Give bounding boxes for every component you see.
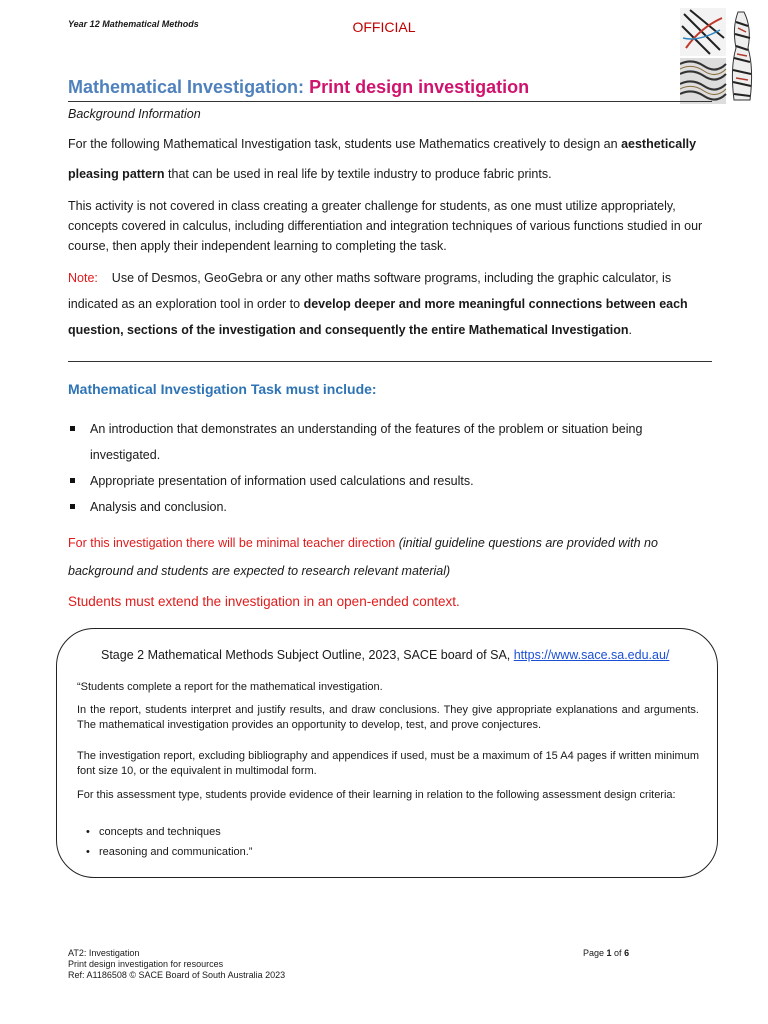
note-text: Use of Desmos, GeoGebra or any other maths software programs, including the graphic calculator, is indicated as an exploration tool in order to [68,271,672,311]
quote-paragraph-3: The investigation report, excluding bibliography and appendices if used, must be a maximum of 15 A4 pages if written minimum font size 10, or the equivalent in multimodal form. [77,750,699,777]
p1-text-b: that can be used in real life by textile industry to produce fabric prints. [164,167,552,181]
background-heading: Background Information [68,107,201,121]
minimal-red: For this investigation there will be minimal teacher direction [68,536,396,550]
list-item: • reasoning and communication.” [77,842,252,862]
box-source-text: Stage 2 Mathematical Methods Subject Outline, 2023, SACE board of SA, [101,648,514,662]
background-paragraph-2: This activity is not covered in class creating a greater challenge for students, as one must utilize appropriately, concepts covered in calculus, including differentiation and integration techniques of various functions studied in our course, then apply their independent learning to completing the task. [68,199,703,253]
task-list [68,416,708,520]
fabric-print-pattern-icon [680,8,760,104]
list-item: Appropriate presentation of information used calculations and results. [68,468,708,494]
footer-line-3: Ref: A1186508 © SACE Board of South Australia 2023 [68,970,286,980]
note-label: Note: [68,271,98,285]
page-current: 1 [606,948,612,958]
classification-label: OFFICIAL [352,19,416,35]
background-paragraph-1 [68,129,718,189]
task-heading: Mathematical Investigation Task must include: [68,381,377,397]
sace-link[interactable]: https://www.sace.sa.edu.au/ [513,648,670,662]
quote-paragraph-4: For this assessment type, students provide evidence of their learning in relation to the following assessment design criteria: [77,789,676,801]
footer-line-2: Print design investigation for resources [68,959,224,969]
note-bold: develop deeper and more meaningful connections between each question, sections of the investigation and consequently the entire Mathematical Investigation [68,297,688,337]
quote-paragraph-2: In the report, students interpret and justify results, and draw conclusions. They give appropriate explanations and arguments. The mathematical investigation provides an opportunity to develop, test, and prove conjectures. [77,704,699,731]
page-total: 6 [624,948,630,958]
subject-outline-box [56,628,718,878]
extend-note: Students must extend the investigation in an open-ended context. [68,594,460,609]
note-paragraph [68,265,718,343]
title-part-1: Mathematical Investigation: [68,77,305,97]
footer-line-1: AT2: Investigation [68,948,140,958]
list-item: Analysis and conclusion. [68,494,708,520]
box-source [101,648,669,662]
note-end: . [628,323,632,337]
list-item: An introduction that demonstrates an understanding of the features of the problem or situation being investigated. [68,416,708,468]
list-item: • concepts and techniques [77,822,252,842]
title-underline [68,101,712,102]
header-course: Year 12 Mathematical Methods [68,19,199,29]
title-part-2: Print design investigation [309,77,530,97]
p1-text-a: For the following Mathematical Investigation task, students use Mathematics creatively to design an [68,137,622,151]
quote-paragraph-1: “Students complete a report for the mathematical investigation. [77,681,383,693]
minimal-direction-note [68,529,718,585]
footer-reference [68,948,285,981]
page-prefix: Page [583,948,607,958]
p1-bold: aesthetically pleasing pattern [68,137,697,181]
criteria-list [77,822,252,862]
page-title [68,77,529,98]
page-of: of [611,948,625,958]
page-number [583,948,629,958]
minimal-italic: (initial guideline questions are provided with no background and students are expected to research relevant material) [68,536,658,578]
section-divider [68,361,712,362]
